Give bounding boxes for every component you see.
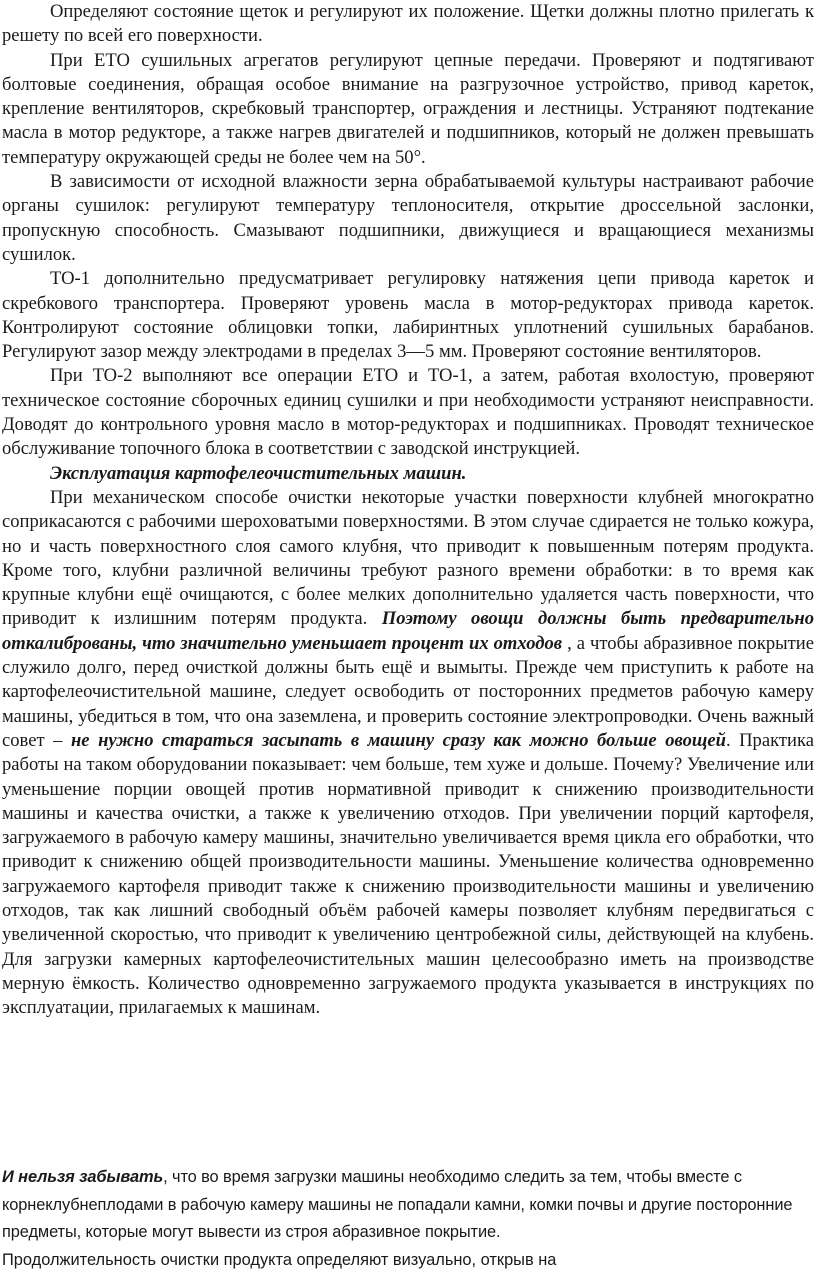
document-body <box>2 0 814 1020</box>
sans-text-block <box>2 1164 814 1274</box>
paragraph-brushes: Определяют состояние щеток и регулируют их положение. Щетки должны плотно прилегать к решету по всей его поверхности. <box>2 1 814 47</box>
section-heading: Эксплуатация картофелеочистительных машин. <box>50 462 467 484</box>
paragraph-text: . Практика работы на таком оборудовании показывает: чем больше, тем хуже и дольше. Почему? Увеличение или уменьшение порции овощей против нормативной приводит к снижению производительности машины и качества очистки, а также к увеличению отходов. При увеличении порций картофеля, загружаемого в рабочую камеру машины, значительно увеличивается время цикла его обработки, что приводит к снижению общей производительности машины. Уменьшение количества одновременно загружаемого картофеля приводит также к снижению производительности машины и увеличению отходов, так как лишний свободный объём рабочей камеры позволяет клубням передвигаться с увеличенной скоростью, что приводит к увеличению центробежной силы, действующей на клубень. Для загрузки камерных картофелеочистительных машин целесообразно иметь на производстве мерную ёмкость. Количество одновременно загружаемого продукта указывается в инструкциях по эксплуатации, прилагаемых к машинам. <box>2 729 814 1019</box>
paragraph-text: При механическом способе очистки некоторые участки поверхности клубней многократно соприкасаются с рабочими шероховатыми поверхностями. В этом случае сдирается не только кожура, но и часть поверхностного слоя самого клубня, что приводит к повышенным потерям продукта. Кроме того, клубни различной величины требуют разного времени обработки: в то время как крупные клубни ещё очищаются, с более мелких дополнительно удаляется часть поверхности, что приводит к излишним потерям продукта. <box>2 486 814 630</box>
paragraph-to1: ТО-1 дополнительно предусматривает регулировку натяжения цепи привода кареток и скребкового транспортера. Проверяют уровень масла в мотор-редукторах привода кареток. Контролируют состояние облицовки топки, лабиринтных уплотнений сушильных барабанов. Регулируют зазор между электродами в пределах 3—5 мм. Проверяют состояние вентиляторов. <box>2 268 814 363</box>
paragraph-text: , что во время загрузки машины необходимо следить за тем, чтобы вместе с корнеклубнеплодами в рабочую камеру машины не попадали камни, комки почвы и другие посторонние предметы, которые могут вывести из строя абразивное покрытие. <box>2 1168 793 1241</box>
paragraph-dryer-settings: В зависимости от исходной влажности зерна обрабатываемой культуры настраивают рабочие органы сушилок: регулируют температуру теплоносителя, открытие дроссельной заслонки, пропускную способность. Смазывают подшипники, движущиеся и вращающиеся механизмы сушилок. <box>2 171 814 265</box>
emphasis-calibration: Поэтому овощи должны быть предварительно откалиброваны, что значительно уменьшает процент их отходов <box>2 608 814 654</box>
emphasis-do-not-forget: И нельзя забывать <box>2 1168 164 1186</box>
emphasis-loading-advice: не нужно стараться засыпать в машину сразу как можно больше овощей <box>70 729 726 751</box>
paragraph-peeler-operation <box>2 486 814 1021</box>
paragraph-do-not-forget <box>2 1164 814 1247</box>
paragraph-text: , а чтобы абразивное покрытие служило долго, перед очисткой должны быть ещё и вымыты. Прежде чем приступить к работе на картофелеочистительной машине, следует освободить от посторонних предметов рабочую камеру машины, убедиться в том, что она заземлена, и проверить состояние электропроводки. Очень важный совет – <box>2 632 815 751</box>
paragraph-to2: При ТО-2 выполняют все операции ЕТО и ТО-1, а затем, работая вхолостую, проверяют техническое состояние сборочных единиц сушилки и при необходимости устраняют неисправности. Доводят до контрольного уровня масло в мотор-редукторах и подшипниках. Проводят техническое обслуживание топочного блока в соответствии с заводской инструкцией. <box>2 365 814 460</box>
paragraph-duration: Продолжительность очистки продукта определяют визуально, открыв на <box>2 1250 557 1269</box>
paragraph-eto-dryers: При ЕТО сушильных агрегатов регулируют цепные передачи. Проверяют и подтягивают болтовые соединения, обращая особое внимание на разгрузочное устройство, привод кареток, крепление вентиляторов, скребковый транспортер, ограждения и лестницы. Устраняют подтекание масла в мотор редукторе, а также нагрев двигателей и подшипников, который не должен превышать температуру окружающей среды не более чем на 50°. <box>2 49 814 168</box>
